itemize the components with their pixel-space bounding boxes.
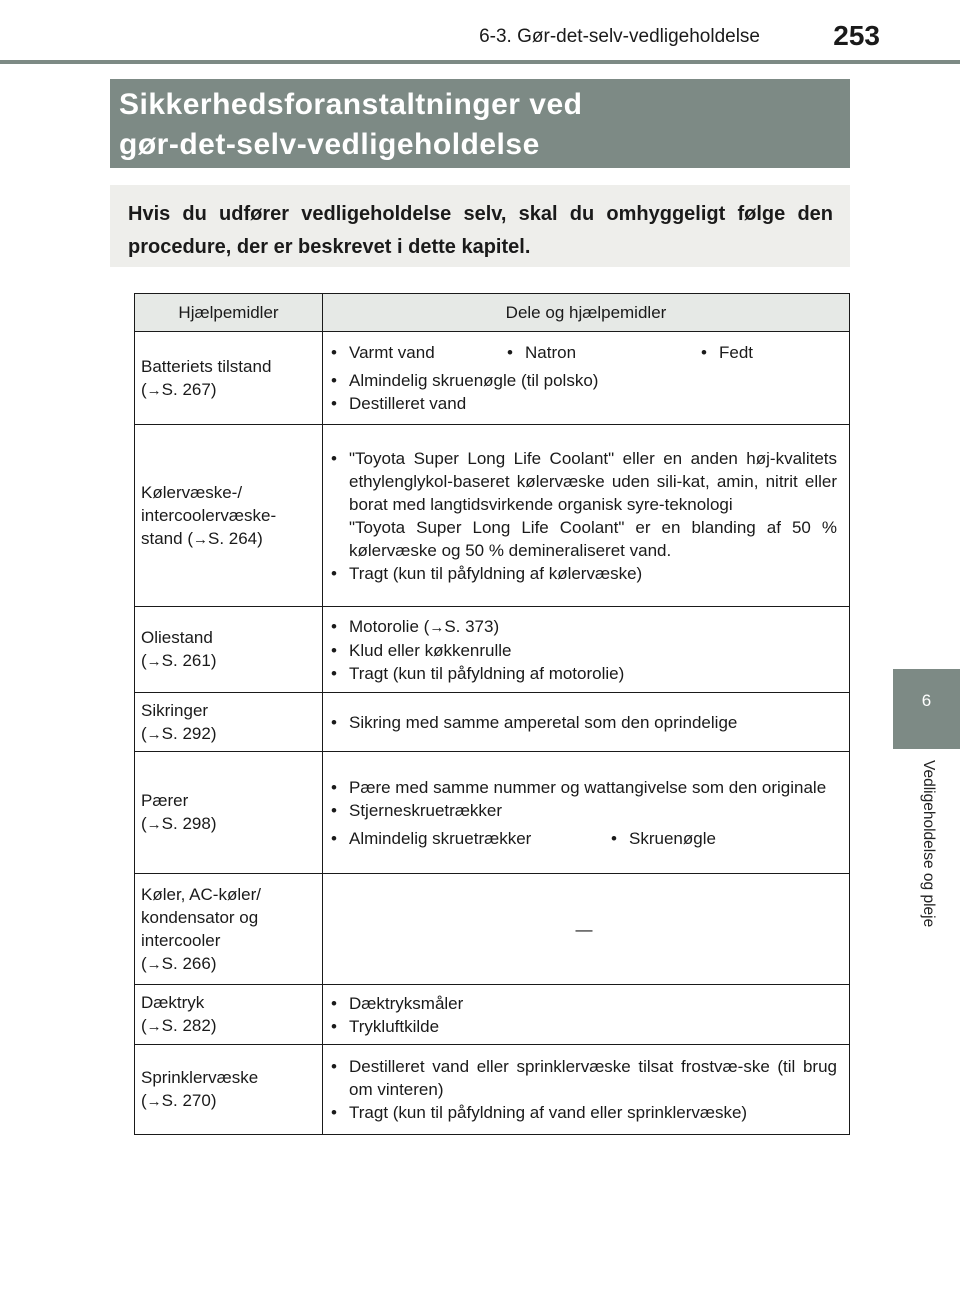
arrow-right-icon: → <box>429 618 445 636</box>
list-item: • Dæktryksmåler <box>331 992 837 1015</box>
parts-cell <box>323 332 850 425</box>
table-row <box>135 1045 850 1135</box>
table-row <box>135 985 850 1045</box>
page-ref-text: S. 292 <box>161 723 211 743</box>
empty-dash: — <box>575 919 593 939</box>
inline-parts <box>331 341 837 364</box>
inline-parts <box>331 827 837 850</box>
item-name: intercoolervæske- <box>141 505 277 525</box>
item-name: Batteriets tilstand <box>141 356 272 376</box>
intro-text: Hvis du udfører vedligeholdelse selv, skal du omhyggeligt følge den procedure, der er beskrevet i dette kapitel. <box>110 185 850 267</box>
list-item: • Tragt (kun til påfyldning af vand eller sprinklervæske) <box>331 1101 837 1124</box>
page-number: 253 <box>833 20 880 51</box>
list-item: • Trykluftkilde <box>331 1015 837 1038</box>
page-ref-text: S. 270 <box>161 1091 211 1110</box>
list-item: • "Toyota Super Long Life Coolant" eller en anden høj-kvalitets ethylenglykol-baseret kølervæske uden sili-kat, amin, nitrit eller borat med langtidsvirkende organisk syre-teknologi <box>331 447 837 516</box>
item-name: Pærer <box>141 791 189 810</box>
item-name: Oliestand <box>141 628 213 647</box>
arrow-right-icon: → <box>146 816 162 833</box>
parts-cell <box>323 607 850 693</box>
list-item: • Almindelig skruetrækker <box>331 827 611 850</box>
item-cell <box>135 1045 323 1135</box>
parts-cell <box>323 425 850 607</box>
item-name: kondensator og <box>141 907 259 927</box>
list-item: • Pære med samme nummer og wattangivelse som den originale <box>331 776 837 799</box>
arrow-right-icon: → <box>146 1018 162 1035</box>
table-header-row <box>135 294 850 332</box>
parts-cell <box>323 752 850 874</box>
arrow-right-icon: → <box>146 653 162 670</box>
table-row <box>135 332 850 425</box>
item-name: Køler, AC-køler/ <box>141 884 261 904</box>
item-cell <box>135 874 323 985</box>
header-divider <box>0 60 960 64</box>
list-item: • Tragt (kun til påfyldning af kølervæske) <box>331 562 837 585</box>
item-name: Sikringer <box>141 700 209 720</box>
parts-cell <box>323 1045 850 1135</box>
item-name: Kølervæske-/ <box>141 482 243 502</box>
page-ref: (→S. 282) <box>141 1016 217 1035</box>
arrow-right-icon: → <box>192 530 208 548</box>
list-item: • Motorolie (→S. 373) <box>331 615 837 639</box>
chapter-label: Vedligeholdelse og pleje <box>920 760 937 928</box>
list-item: • Destilleret vand eller sprinklervæske tilsat frostvæ-ske (til brug om vinteren) <box>331 1055 837 1101</box>
list-item: • Sikring med samme amperetal som den oprindelige <box>331 711 837 734</box>
list-item: • Destilleret vand <box>331 392 837 415</box>
list-item: • Varmt vand <box>331 341 507 364</box>
page-ref-text: S. 282 <box>161 1016 211 1035</box>
item-cell <box>135 752 323 874</box>
page-title <box>110 79 850 168</box>
table-row <box>135 425 850 607</box>
arrow-right-icon: → <box>146 955 162 973</box>
title-line-1: Sikkerhedsforanstaltninger ved <box>119 88 583 121</box>
page-ref-text: S. 373 <box>444 616 494 636</box>
column-header: Hjælpemidler <box>135 294 323 332</box>
list-item-text: Motorolie ( <box>349 616 430 636</box>
page-ref-text: S. 298 <box>161 814 211 833</box>
item-name: stand <box>141 528 183 548</box>
parts-cell <box>323 985 850 1045</box>
list-item: • Almindelig skruenøgle (til polsko) <box>331 369 837 392</box>
page-ref-text: S. 264 <box>207 528 258 548</box>
arrow-right-icon: → <box>146 381 162 399</box>
item-cell <box>135 332 323 425</box>
column-header: Dele og hjælpemidler <box>323 294 850 332</box>
list-item: • Klud eller køkkenrulle <box>331 639 837 662</box>
page-ref-text: S. 267 <box>161 379 211 399</box>
list-item: • Skruenøgle <box>611 827 716 850</box>
table-row <box>135 874 850 985</box>
item-name: Dæktryk <box>141 993 205 1012</box>
chapter-tab: 6 <box>893 669 960 749</box>
page-ref: (→S. 270) <box>141 1091 217 1110</box>
item-name: Sprinklervæske <box>141 1068 259 1087</box>
item-name: intercooler <box>141 930 221 950</box>
list-item: • Tragt (kun til påfyldning af motorolie) <box>331 662 837 685</box>
title-line-2: gør-det-selv-vedligeholdelse <box>119 128 540 161</box>
page-ref-text: S. 266 <box>161 953 211 973</box>
list-item: • Fedt <box>701 341 753 364</box>
item-cell <box>135 693 323 752</box>
parts-cell <box>323 693 850 752</box>
table-row <box>135 693 850 752</box>
item-cell <box>135 425 323 607</box>
parts-cell <box>323 874 850 985</box>
page-ref: (→S. 261) <box>141 651 217 670</box>
section-header: 6-3. Gør-det-selv-vedligeholdelse <box>479 26 760 47</box>
page-ref: stand (→S. 264) <box>141 528 263 548</box>
arrow-right-icon: → <box>146 1093 162 1110</box>
item-cell <box>135 607 323 693</box>
page-ref: (→S. 292) <box>141 723 217 743</box>
page-ref: (→S. 298) <box>141 814 217 833</box>
item-cell <box>135 985 323 1045</box>
table-row <box>135 752 850 874</box>
arrow-right-icon: → <box>146 725 162 743</box>
page-ref: (→S. 266) <box>141 953 217 973</box>
page-ref-text: S. 261 <box>161 651 211 670</box>
list-note: "Toyota Super Long Life Coolant" er en blanding af 50 % kølervæske og 50 % demineraliseret vand. <box>349 517 837 560</box>
tools-table <box>134 293 850 1135</box>
list-item: • Natron <box>507 341 701 364</box>
table-row <box>135 607 850 693</box>
page-ref: (→S. 267) <box>141 379 217 399</box>
list-item: • Stjerneskruetrækker <box>331 799 837 822</box>
